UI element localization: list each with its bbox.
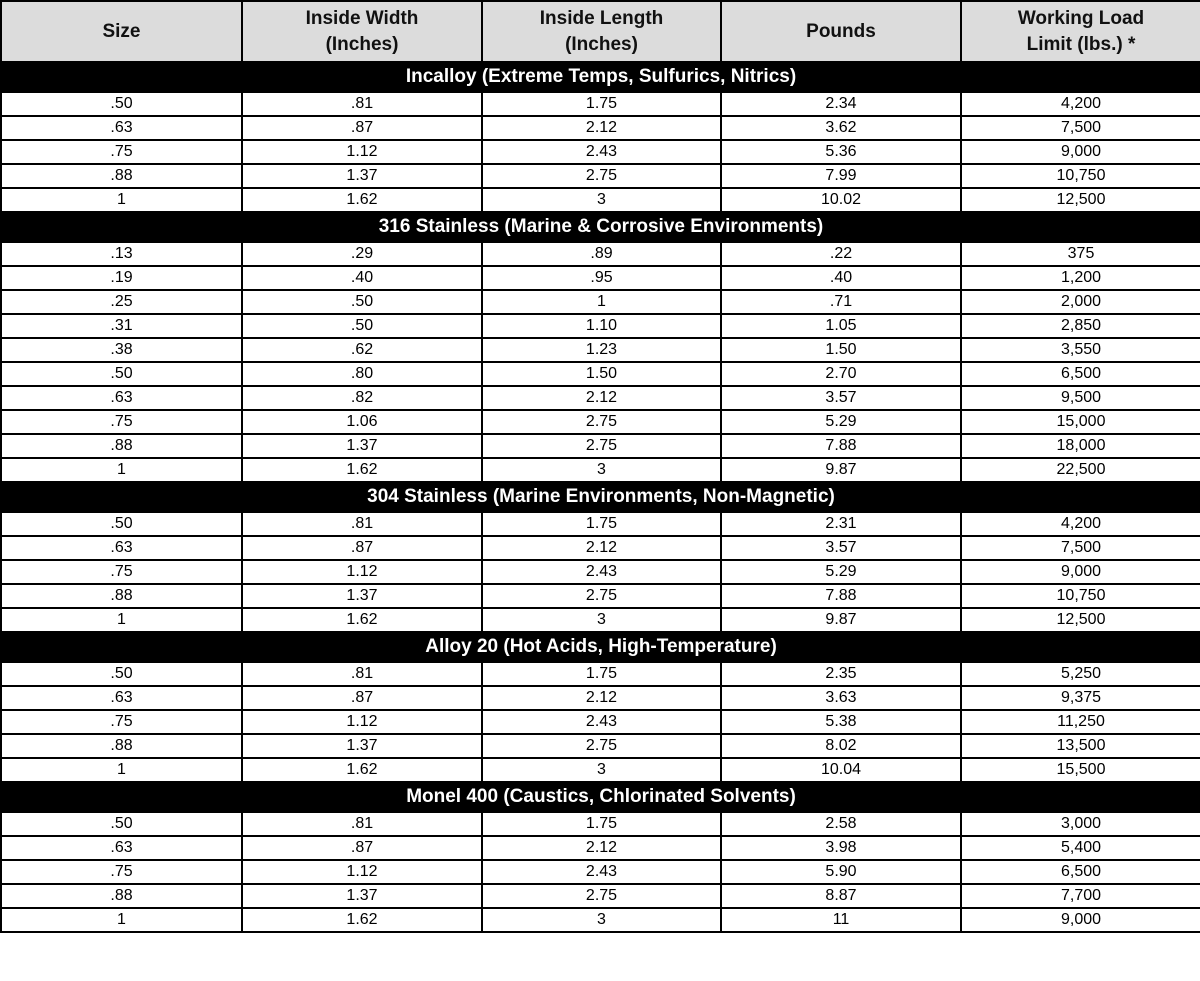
working-load-limit-cell: 10,750 (961, 164, 1200, 188)
inside-width-cell: .87 (242, 686, 482, 710)
inside-length-cell: 1.50 (482, 362, 721, 386)
table-row (1, 140, 1200, 164)
size-cell: .88 (1, 164, 242, 188)
size-cell: .88 (1, 434, 242, 458)
working-load-limit-cell: 5,250 (961, 662, 1200, 686)
table-row (1, 884, 1200, 908)
inside-width-cell: 1.12 (242, 140, 482, 164)
table-header (1, 1, 1200, 62)
section-header-incalloy (1, 62, 1200, 92)
inside-length-cell: 2.12 (482, 686, 721, 710)
size-cell: .31 (1, 314, 242, 338)
inside-length-cell: .95 (482, 266, 721, 290)
pounds-cell: 10.04 (721, 758, 961, 782)
table-row (1, 536, 1200, 560)
table-row (1, 860, 1200, 884)
table-row (1, 512, 1200, 536)
pounds-cell: 9.87 (721, 608, 961, 632)
inside-width-cell: 1.06 (242, 410, 482, 434)
inside-width-cell: .80 (242, 362, 482, 386)
inside-width-cell: 1.12 (242, 860, 482, 884)
inside-width-cell: 1.62 (242, 908, 482, 932)
size-cell: .50 (1, 92, 242, 116)
inside-length-cell: 3 (482, 458, 721, 482)
pounds-cell: 5.38 (721, 710, 961, 734)
inside-length-cell: 2.43 (482, 710, 721, 734)
pounds-cell: 3.62 (721, 116, 961, 140)
table-row (1, 560, 1200, 584)
inside-width-cell: .87 (242, 116, 482, 140)
inside-width-cell: 1.37 (242, 434, 482, 458)
pounds-cell: 2.31 (721, 512, 961, 536)
table-row (1, 734, 1200, 758)
table-row (1, 836, 1200, 860)
inside-length-cell: 2.75 (482, 410, 721, 434)
size-cell: .75 (1, 140, 242, 164)
column-header-pounds: Pounds (721, 1, 961, 62)
inside-width-cell: .87 (242, 536, 482, 560)
pounds-cell: 5.29 (721, 410, 961, 434)
inside-length-cell: 2.12 (482, 836, 721, 860)
section-header-304-stainless (1, 482, 1200, 512)
working-load-limit-cell: 15,500 (961, 758, 1200, 782)
section-header-alloy-20 (1, 632, 1200, 662)
size-cell: .88 (1, 584, 242, 608)
working-load-limit-cell: 7,500 (961, 536, 1200, 560)
inside-width-cell: 1.37 (242, 734, 482, 758)
working-load-limit-cell: 3,000 (961, 812, 1200, 836)
size-cell: .75 (1, 860, 242, 884)
inside-length-cell: 3 (482, 188, 721, 212)
pounds-cell: 2.58 (721, 812, 961, 836)
working-load-limit-cell: 375 (961, 242, 1200, 266)
inside-width-cell: .50 (242, 290, 482, 314)
column-header-inside-length: Inside Length (Inches) (482, 1, 721, 62)
header-row (1, 1, 1200, 62)
pounds-cell: 1.50 (721, 338, 961, 362)
table-row (1, 458, 1200, 482)
inside-width-cell: .40 (242, 266, 482, 290)
pounds-cell: .22 (721, 242, 961, 266)
table-row (1, 686, 1200, 710)
inside-width-cell: 1.37 (242, 164, 482, 188)
table-row (1, 434, 1200, 458)
working-load-limit-cell: 7,700 (961, 884, 1200, 908)
pounds-cell: 9.87 (721, 458, 961, 482)
working-load-limit-cell: 1,200 (961, 266, 1200, 290)
table-row (1, 662, 1200, 686)
pounds-cell: 3.57 (721, 386, 961, 410)
table-row (1, 242, 1200, 266)
size-cell: 1 (1, 608, 242, 632)
table-body (1, 62, 1200, 932)
section-header-monel-400 (1, 782, 1200, 812)
size-cell: .25 (1, 290, 242, 314)
working-load-limit-cell: 5,400 (961, 836, 1200, 860)
pounds-cell: 3.98 (721, 836, 961, 860)
working-load-limit-cell: 9,000 (961, 140, 1200, 164)
inside-length-cell: 2.43 (482, 140, 721, 164)
table-row (1, 758, 1200, 782)
table-row (1, 290, 1200, 314)
working-load-limit-cell: 12,500 (961, 608, 1200, 632)
inside-width-cell: 1.62 (242, 458, 482, 482)
pounds-cell: .40 (721, 266, 961, 290)
size-cell: .63 (1, 116, 242, 140)
section-title: 304 Stainless (Marine Environments, Non-Magnetic) (1, 482, 1200, 512)
size-cell: .50 (1, 362, 242, 386)
inside-length-cell: 1.75 (482, 662, 721, 686)
inside-length-cell: 1.10 (482, 314, 721, 338)
inside-width-cell: 1.62 (242, 758, 482, 782)
working-load-limit-cell: 12,500 (961, 188, 1200, 212)
table-row (1, 710, 1200, 734)
inside-width-cell: 1.37 (242, 584, 482, 608)
size-cell: .50 (1, 812, 242, 836)
inside-length-cell: 2.43 (482, 860, 721, 884)
table-row (1, 812, 1200, 836)
pounds-cell: 7.88 (721, 584, 961, 608)
working-load-limit-cell: 2,000 (961, 290, 1200, 314)
inside-length-cell: 2.12 (482, 536, 721, 560)
inside-width-cell: .81 (242, 812, 482, 836)
pounds-cell: 8.87 (721, 884, 961, 908)
inside-width-cell: .50 (242, 314, 482, 338)
column-header-inside-width: Inside Width (Inches) (242, 1, 482, 62)
pounds-cell: 2.35 (721, 662, 961, 686)
inside-length-cell: 3 (482, 908, 721, 932)
inside-length-cell: 3 (482, 758, 721, 782)
inside-width-cell: .81 (242, 662, 482, 686)
pounds-cell: 5.90 (721, 860, 961, 884)
working-load-limit-cell: 4,200 (961, 92, 1200, 116)
size-cell: .88 (1, 884, 242, 908)
pounds-cell: 7.99 (721, 164, 961, 188)
inside-length-cell: 2.75 (482, 164, 721, 188)
working-load-limit-cell: 2,850 (961, 314, 1200, 338)
working-load-limit-cell: 9,375 (961, 686, 1200, 710)
working-load-limit-cell: 6,500 (961, 362, 1200, 386)
pounds-cell: 8.02 (721, 734, 961, 758)
size-cell: .75 (1, 410, 242, 434)
inside-length-cell: 2.75 (482, 584, 721, 608)
inside-length-cell: 1.75 (482, 512, 721, 536)
size-cell: .75 (1, 710, 242, 734)
table-row (1, 116, 1200, 140)
table-row (1, 608, 1200, 632)
column-header-size: Size (1, 1, 242, 62)
working-load-limit-cell: 13,500 (961, 734, 1200, 758)
pounds-cell: 5.29 (721, 560, 961, 584)
table-row (1, 584, 1200, 608)
size-cell: .63 (1, 386, 242, 410)
inside-length-cell: 2.75 (482, 884, 721, 908)
working-load-limit-cell: 15,000 (961, 410, 1200, 434)
pounds-cell: 11 (721, 908, 961, 932)
inside-length-cell: 2.75 (482, 734, 721, 758)
pounds-cell: 2.34 (721, 92, 961, 116)
inside-width-cell: .87 (242, 836, 482, 860)
section-title: Incalloy (Extreme Temps, Sulfurics, Nitrics) (1, 62, 1200, 92)
size-cell: 1 (1, 908, 242, 932)
size-cell: .38 (1, 338, 242, 362)
inside-width-cell: .82 (242, 386, 482, 410)
inside-width-cell: 1.12 (242, 560, 482, 584)
section-title: 316 Stainless (Marine & Corrosive Environments) (1, 212, 1200, 242)
inside-width-cell: 1.62 (242, 188, 482, 212)
working-load-limit-cell: 18,000 (961, 434, 1200, 458)
table-row (1, 386, 1200, 410)
pounds-cell: 5.36 (721, 140, 961, 164)
size-cell: 1 (1, 458, 242, 482)
size-cell: 1 (1, 188, 242, 212)
inside-length-cell: 1.23 (482, 338, 721, 362)
inside-width-cell: 1.37 (242, 884, 482, 908)
inside-length-cell: 2.12 (482, 386, 721, 410)
inside-length-cell: 1 (482, 290, 721, 314)
table-row (1, 314, 1200, 338)
working-load-limit-cell: 22,500 (961, 458, 1200, 482)
section-title: Monel 400 (Caustics, Chlorinated Solvents) (1, 782, 1200, 812)
working-load-limit-cell: 10,750 (961, 584, 1200, 608)
working-load-limit-cell: 7,500 (961, 116, 1200, 140)
table-row (1, 908, 1200, 932)
working-load-limit-cell: 3,550 (961, 338, 1200, 362)
size-cell: .13 (1, 242, 242, 266)
inside-width-cell: 1.62 (242, 608, 482, 632)
inside-length-cell: 2.43 (482, 560, 721, 584)
pounds-cell: 1.05 (721, 314, 961, 338)
inside-width-cell: .81 (242, 92, 482, 116)
inside-length-cell: 3 (482, 608, 721, 632)
size-cell: .19 (1, 266, 242, 290)
working-load-limit-cell: 4,200 (961, 512, 1200, 536)
section-title: Alloy 20 (Hot Acids, High-Temperature) (1, 632, 1200, 662)
inside-length-cell: 1.75 (482, 812, 721, 836)
inside-length-cell: 1.75 (482, 92, 721, 116)
inside-width-cell: 1.12 (242, 710, 482, 734)
size-cell: .63 (1, 836, 242, 860)
working-load-limit-cell: 9,000 (961, 908, 1200, 932)
size-cell: .63 (1, 686, 242, 710)
size-cell: 1 (1, 758, 242, 782)
column-header-working-load-limit: Working Load Limit (lbs.) * (961, 1, 1200, 62)
size-cell: .63 (1, 536, 242, 560)
table-row (1, 188, 1200, 212)
pounds-cell: 3.63 (721, 686, 961, 710)
table-row (1, 164, 1200, 188)
table-row (1, 410, 1200, 434)
pounds-cell: 2.70 (721, 362, 961, 386)
size-cell: .50 (1, 662, 242, 686)
inside-length-cell: 2.12 (482, 116, 721, 140)
table-row (1, 362, 1200, 386)
working-load-limit-cell: 11,250 (961, 710, 1200, 734)
pounds-cell: 7.88 (721, 434, 961, 458)
inside-width-cell: .81 (242, 512, 482, 536)
inside-length-cell: .89 (482, 242, 721, 266)
table-row (1, 266, 1200, 290)
size-cell: .75 (1, 560, 242, 584)
inside-width-cell: .62 (242, 338, 482, 362)
size-cell: .50 (1, 512, 242, 536)
working-load-limit-cell: 9,000 (961, 560, 1200, 584)
pounds-cell: 10.02 (721, 188, 961, 212)
table-row (1, 338, 1200, 362)
working-load-limit-cell: 9,500 (961, 386, 1200, 410)
size-cell: .88 (1, 734, 242, 758)
pounds-cell: .71 (721, 290, 961, 314)
section-header-316-stainless (1, 212, 1200, 242)
inside-length-cell: 2.75 (482, 434, 721, 458)
pounds-cell: 3.57 (721, 536, 961, 560)
table-row (1, 92, 1200, 116)
working-load-limit-cell: 6,500 (961, 860, 1200, 884)
inside-width-cell: .29 (242, 242, 482, 266)
